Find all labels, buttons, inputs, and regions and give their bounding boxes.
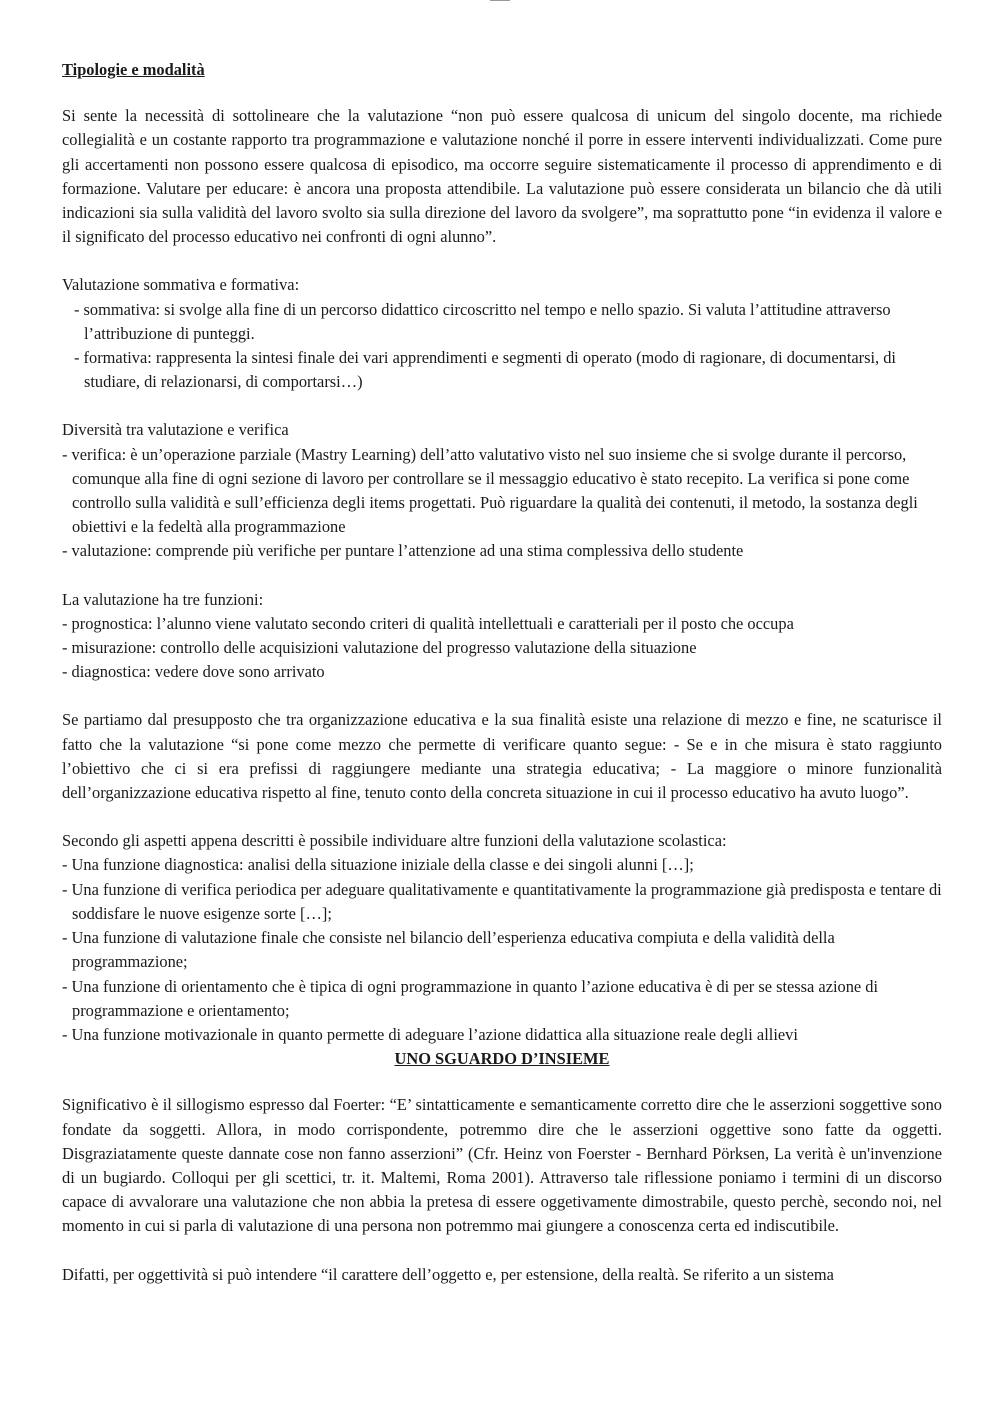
diversity-title: Diversità tra valutazione e verifica: [62, 420, 289, 440]
summative-formative-section: [62, 273, 942, 394]
list-item: - verifica: è un’operazione parziale (Mastry Learning) dell’atto valutativo visto nel suo insieme che si svolge durante il percorso, comunque alla fine di ogni sezione di lavoro per controllare se il messaggio educativo è stato recepito. La verifica si pone come controllo sulla validità e sull’efficienza degli items progettati. Può riguardare la qualità dei contenuti, il metodo, la sostanza degli obiettivi e la fedeltà alla programmazione: [62, 444, 918, 537]
other-functions-title: Secondo gli aspetti appena descritti è possibile individuare altre funzioni della valutazione scolastica:: [62, 831, 727, 851]
list-item: - sommativa: si svolge alla fine di un percorso didattico circoscritto nel tempo e nello spazio. Si valuta l’attitudine attraverso l’attribuzione di punteggi.: [74, 299, 891, 343]
list-item: - formativa: rappresenta la sintesi finale dei vari apprendimenti e segmenti di operato (modo di ragionare, di documentarsi, di studiare, di relazionarsi, di comportarsi…): [74, 348, 896, 392]
premise-paragraph: Se partiamo dal presupposto che tra organizzazione educativa e la sua finalità esiste una relazione di mezzo e fine, ne scaturisce il fatto che la valutazione “si pone come mezzo che permette di verificare quanto segue: - Se e in che misura è stato raggiunto l’obiettivo che ci si era prefissi di raggiungere mediante una strategia educativa; - La maggiore o minore funzionalità dell’organizzazione educativa rispetto al fine, tenuto conto della concreta situazione in cui il processo educativo ha avuto luogo”.: [62, 710, 942, 803]
foerster-paragraph: Significativo è il sillogismo espresso dal Foerter: “E’ sintatticamente e semanticamente corretto dire che le asserzioni soggettive sono fondate da soggetti. Allora, in modo corrispondente, potremmo dire che le asserzioni oggettive sono fatte da oggetti. Disgraziatamente queste dannate cose non fanno asserzioni” (Cfr. Heinz von Foerster - Bernhard Pörksen, La verità è un'invenzione di un bugiardo. Colloqui per gli scettici, tr. it. Maltemi, Roma 2001). Attraverso tale riflessione poniamo i termini di un discorso capace di avvalorare una valutazione che non abbia la pretesa di essere oggetivamente dimostrabile, questo perchè, secondo noi, nel momento in cui si parla di valutazione di una persona non potremmo mai giungere a conoscenza certa ed indiscutibile.: [62, 1095, 942, 1236]
section-heading-sguardo: UNO SGUARDO D’INSIEME: [394, 1049, 610, 1069]
list-item: - diagnostica: vedere dove sono arrivato: [62, 662, 325, 682]
list-item: - Una funzione di orientamento che è tipica di ogni programmazione in quanto l’azione educativa è di per se stessa azione di programmazione e orientamento;: [62, 976, 879, 1020]
functions-title: La valutazione ha tre funzioni:: [62, 589, 264, 609]
list-item: - Una funzione diagnostica: analisi della situazione iniziale della classe e dei singoli alunni […];: [62, 855, 694, 875]
section-title-tipologie: Tipologie e modalità: [62, 60, 205, 79]
functions-section: [62, 588, 942, 685]
list-item: - Una funzione motivazionale in quanto permette di adeguare l’azione didattica alla situazione reale degli allievi: [62, 1024, 798, 1044]
page-top-mark: [490, 0, 510, 2]
diversity-section: [62, 418, 942, 563]
intro-paragraph: Si sente la necessità di sottolineare che la valutazione “non può essere qualcosa di unicum del singolo docente, ma richiede collegialità e un costante rapporto tra programmazione e valutazione nonché il porre in essere interventi individualizzati. Come pure gli accertamenti non possono essere qualcosa di episodico, ma occorre seguire sistematicamente il processo di apprendimento e di formazione. Valutare per educare: è ancora una proposta attendibile. La valutazione può essere considerata un bilancio che dà utili indicazioni sia sulla validità del lavoro svolto sia sulla direzione del lavoro da svolgere”, ma soprattutto pone “in evidenza il valore e il significato del processo educativo nei confronti di ogni alunno”.: [62, 106, 942, 247]
list-item: - valutazione: comprende più verifiche per puntare l’attenzione ad una stima complessiva dello studente: [62, 541, 744, 561]
list-item: - misurazione: controllo delle acquisizioni valutazione del progresso valutazione della situazione: [62, 638, 697, 658]
list-item: - prognostica: l’alunno viene valutato secondo criteri di qualità intellettuali e caratteriali per il posto che occupa: [62, 613, 794, 633]
summative-title: Valutazione sommativa e formativa:: [62, 275, 300, 295]
document-page: [62, 58, 942, 1311]
objectivity-paragraph: Difatti, per oggettività si può intendere “il carattere dell’oggetto e, per estensione, della realtà. Se riferito a un sistema: [62, 1264, 834, 1284]
list-item: - Una funzione di valutazione finale che consiste nel bilancio dell’esperienza educativa compiuta e della validità della programmazione;: [62, 928, 835, 972]
list-item: - Una funzione di verifica periodica per adeguare qualitativamente e quantitativamente la programmazione già predisposta e tentare di soddisfare le nuove esigenze sorte […];: [62, 879, 942, 923]
other-functions-section: [62, 829, 942, 1047]
